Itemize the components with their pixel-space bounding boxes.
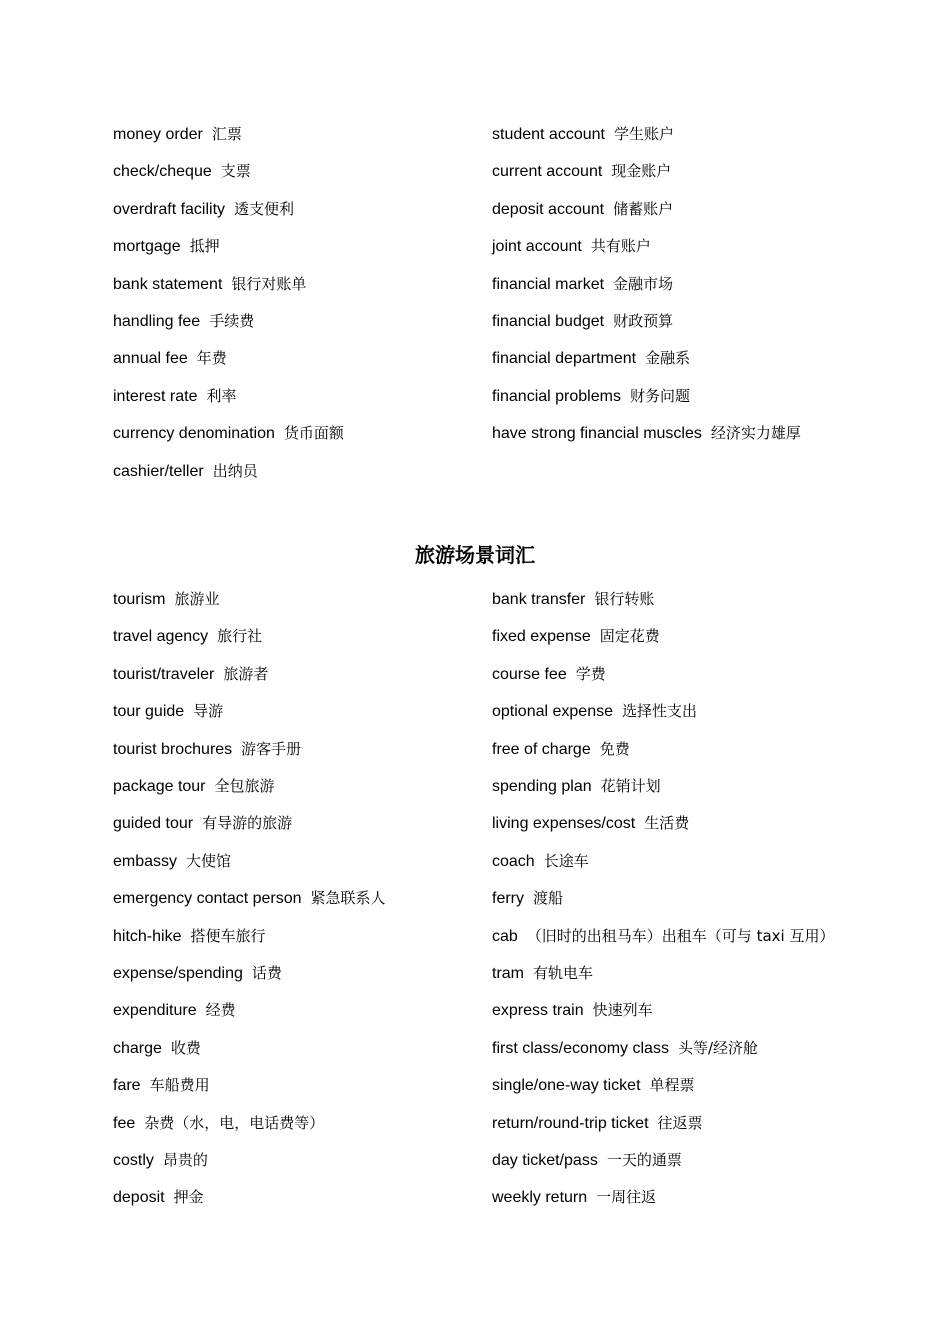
vocab-entry xyxy=(113,161,251,181)
english-term: interest rate xyxy=(113,387,198,405)
english-term: financial problems xyxy=(492,387,621,405)
english-term: package tour xyxy=(113,778,206,795)
english-term: student account xyxy=(492,126,605,143)
english-term: joint account xyxy=(492,238,582,256)
chinese-translation: 全包旅游 xyxy=(214,777,275,795)
vocab-entry xyxy=(113,311,254,331)
english-term: fixed expense xyxy=(492,628,591,646)
chinese-translation: （旧时的出租马车）出租车（可与 taxi 互用） xyxy=(526,926,835,945)
english-term: money order xyxy=(113,126,203,143)
chinese-translation: 有轨电车 xyxy=(533,964,594,982)
chinese-translation: 生活费 xyxy=(644,814,690,833)
chinese-translation: 免费 xyxy=(599,739,630,758)
english-term: first class/economy class xyxy=(492,1039,669,1057)
english-term: tour guide xyxy=(113,703,185,721)
english-term: currency denomination xyxy=(113,425,275,443)
vocab-entry xyxy=(492,776,661,796)
chinese-translation: 出纳员 xyxy=(212,461,258,480)
chinese-translation: 搭便车旅行 xyxy=(190,926,266,945)
vocab-entry xyxy=(113,423,344,443)
english-term: free of charge xyxy=(492,740,591,758)
english-term: day ticket/pass xyxy=(492,1152,598,1169)
chinese-translation: 旅游者 xyxy=(223,664,269,683)
english-term: bank statement xyxy=(113,275,223,293)
chinese-translation: 收费 xyxy=(170,1038,201,1057)
vocab-entry xyxy=(492,386,690,406)
vocab-entry xyxy=(113,664,268,684)
english-term: have strong financial muscles xyxy=(492,425,702,443)
english-term: tourism xyxy=(113,591,166,608)
chinese-translation: 学费 xyxy=(575,664,606,683)
vocab-entry xyxy=(113,348,227,368)
chinese-translation: 单程票 xyxy=(649,1076,695,1095)
vocab-entry xyxy=(492,851,589,871)
english-term: deposit xyxy=(113,1189,165,1207)
vocab-entry xyxy=(492,926,834,946)
chinese-translation: 货币面额 xyxy=(283,424,344,443)
english-term: overdraft facility xyxy=(113,200,226,218)
chinese-translation: 经费 xyxy=(205,1001,236,1020)
vocab-entry xyxy=(113,1150,208,1170)
chinese-translation: 渡船 xyxy=(533,889,564,908)
english-term: embassy xyxy=(113,852,178,870)
english-term: deposit account xyxy=(492,200,605,218)
english-term: emergency contact person xyxy=(113,890,302,908)
english-term: optional expense xyxy=(492,703,613,721)
english-term: mortgage xyxy=(113,238,181,256)
chinese-translation: 昂贵的 xyxy=(162,1151,208,1169)
english-term: course fee xyxy=(492,665,567,683)
english-term: bank transfer xyxy=(492,591,586,608)
chinese-translation: 财务问题 xyxy=(629,386,690,405)
english-term: fare xyxy=(113,1077,141,1095)
chinese-translation: 抵押 xyxy=(189,237,220,256)
chinese-translation: 导游 xyxy=(193,702,224,721)
chinese-translation: 学生账户 xyxy=(613,125,674,143)
chinese-translation: 押金 xyxy=(173,1188,204,1207)
chinese-translation: 现金账户 xyxy=(611,162,672,181)
chinese-translation: 银行转账 xyxy=(594,590,655,608)
english-term: expenditure xyxy=(113,1002,197,1020)
vocab-entry xyxy=(492,274,673,294)
vocab-entry xyxy=(492,701,697,721)
vocab-entry xyxy=(492,199,673,219)
vocab-entry xyxy=(113,274,306,294)
vocab-entry xyxy=(113,1075,210,1095)
vocab-entry xyxy=(113,236,220,256)
english-term: spending plan xyxy=(492,778,592,795)
vocab-entry xyxy=(492,423,801,443)
chinese-translation: 选择性支出 xyxy=(621,702,697,721)
english-term: financial budget xyxy=(492,313,605,330)
english-term: travel agency xyxy=(113,628,209,646)
english-term: cab xyxy=(492,927,518,945)
english-term: tourist/traveler xyxy=(113,665,215,683)
chinese-translation: 储蓄账户 xyxy=(613,199,674,218)
english-term: return/round-trip ticket xyxy=(492,1114,649,1132)
vocab-entry xyxy=(492,1038,758,1058)
english-term: hitch-hike xyxy=(113,927,182,945)
vocab-entry xyxy=(492,1150,682,1170)
english-term: financial market xyxy=(492,275,605,293)
english-term: handling fee xyxy=(113,313,201,330)
vocab-entry xyxy=(492,888,563,908)
english-term: coach xyxy=(492,852,535,870)
english-term: single/one-way ticket xyxy=(492,1077,641,1095)
vocab-entry xyxy=(492,739,630,759)
vocab-entry xyxy=(113,461,258,481)
english-term: weekly return xyxy=(492,1189,588,1207)
chinese-translation: 金融系 xyxy=(645,349,691,368)
vocab-entry xyxy=(492,348,690,368)
vocab-entry xyxy=(492,1000,653,1020)
english-term: tourist brochures xyxy=(113,740,233,758)
vocab-entry xyxy=(492,626,660,646)
chinese-translation: 头等/经济舱 xyxy=(677,1038,758,1057)
vocab-entry xyxy=(113,926,266,946)
english-term: express train xyxy=(492,1002,584,1020)
vocab-entry xyxy=(492,1075,695,1095)
vocab-entry xyxy=(113,851,231,871)
chinese-translation: 紧急联系人 xyxy=(310,889,386,908)
english-term: ferry xyxy=(492,890,524,908)
vocab-entry xyxy=(113,626,262,646)
chinese-translation: 汇票 xyxy=(211,125,242,143)
chinese-translation: 年费 xyxy=(196,349,227,368)
english-term: charge xyxy=(113,1039,162,1057)
vocab-entry xyxy=(113,739,301,759)
travel-section-heading: 旅游场景词汇 xyxy=(415,543,535,567)
chinese-translation: 手续费 xyxy=(209,312,255,330)
english-term: current account xyxy=(492,163,603,181)
vocab-entry xyxy=(113,1000,236,1020)
chinese-translation: 车船费用 xyxy=(149,1076,210,1095)
vocab-entry xyxy=(113,776,275,796)
vocab-entry xyxy=(492,1187,656,1207)
chinese-translation: 有导游的旅游 xyxy=(202,814,293,833)
vocab-entry xyxy=(113,124,242,144)
chinese-translation: 旅行社 xyxy=(217,627,263,646)
vocab-entry xyxy=(492,1113,703,1133)
english-term: guided tour xyxy=(113,815,194,833)
vocab-entry xyxy=(492,236,651,256)
vocab-entry xyxy=(492,124,674,144)
chinese-translation: 银行对账单 xyxy=(231,274,307,293)
chinese-translation: 大使馆 xyxy=(186,851,232,870)
chinese-translation: 支票 xyxy=(220,162,251,181)
english-term: annual fee xyxy=(113,350,188,368)
vocab-entry xyxy=(113,701,223,721)
chinese-translation: 一天的通票 xyxy=(606,1151,682,1169)
chinese-translation: 财政预算 xyxy=(613,312,674,330)
chinese-translation: 旅游业 xyxy=(174,590,220,608)
english-term: living expenses/cost xyxy=(492,815,636,833)
vocab-entry xyxy=(113,888,386,908)
vocab-entry xyxy=(113,813,292,833)
vocab-entry xyxy=(113,963,282,983)
vocab-entry xyxy=(492,963,593,983)
vocab-entry xyxy=(492,161,671,181)
vocab-entry xyxy=(492,311,673,331)
vocab-entry xyxy=(492,813,689,833)
chinese-translation: 游客手册 xyxy=(241,739,302,758)
vocab-entry xyxy=(492,664,606,684)
chinese-translation: 经济实力雄厚 xyxy=(710,424,801,443)
chinese-translation: 利率 xyxy=(206,386,237,405)
english-term: financial department xyxy=(492,350,637,368)
chinese-translation: 杂费（水，电，电话费等） xyxy=(144,1113,325,1132)
chinese-translation: 金融市场 xyxy=(613,274,674,293)
chinese-translation: 透支便利 xyxy=(234,199,295,218)
vocab-entry xyxy=(492,589,654,609)
english-term: cashier/teller xyxy=(113,462,204,480)
chinese-translation: 花销计划 xyxy=(600,777,661,795)
english-term: costly xyxy=(113,1152,154,1169)
chinese-translation: 快速列车 xyxy=(592,1001,653,1020)
vocab-entry xyxy=(113,1113,324,1133)
english-term: check/cheque xyxy=(113,163,212,181)
vocab-entry xyxy=(113,589,219,609)
english-term: tram xyxy=(492,965,524,982)
chinese-translation: 共有账户 xyxy=(590,237,651,256)
chinese-translation: 话费 xyxy=(251,964,282,982)
english-term: expense/spending xyxy=(113,965,243,982)
chinese-translation: 长途车 xyxy=(543,851,589,870)
chinese-translation: 一周往返 xyxy=(596,1188,657,1207)
chinese-translation: 往返票 xyxy=(657,1113,703,1132)
chinese-translation: 固定花费 xyxy=(599,627,660,646)
english-term: fee xyxy=(113,1114,136,1132)
vocab-entry xyxy=(113,199,294,219)
vocab-entry xyxy=(113,1187,204,1207)
vocab-entry xyxy=(113,1038,201,1058)
vocab-entry xyxy=(113,386,237,406)
